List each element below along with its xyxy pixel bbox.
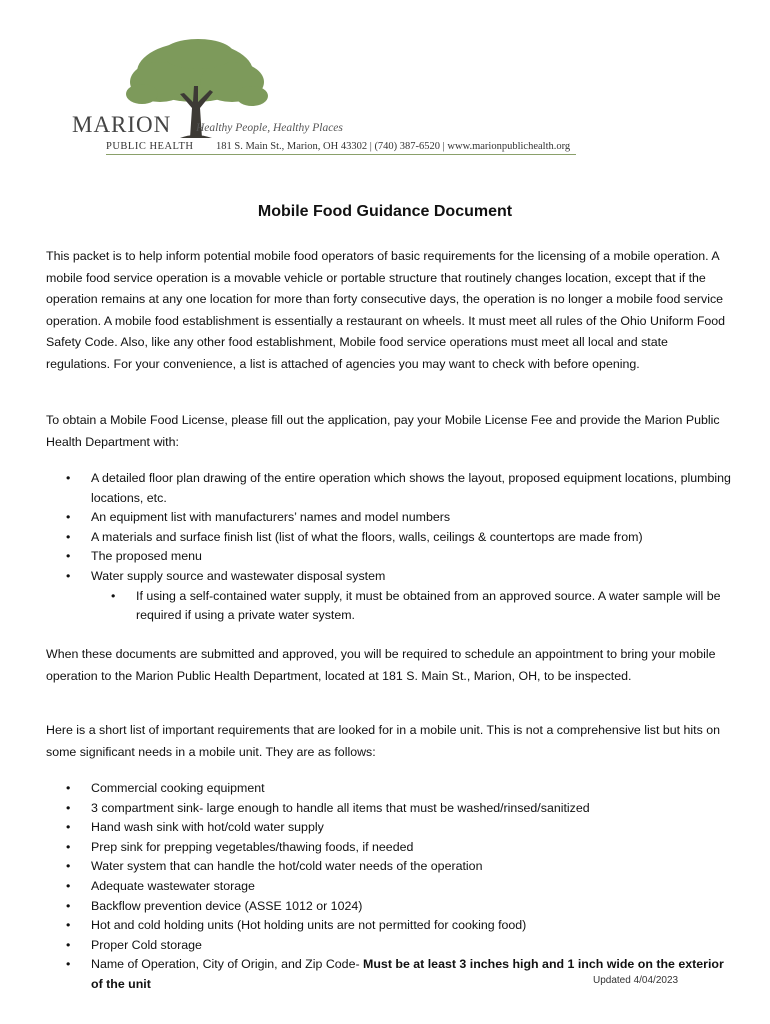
inspection-paragraph: When these documents are submitted and approved, you will be required to schedule an appointment to bring your mobile operation to the Marion Public Health Department, located at 181 S. Main St., Marion, OH, to be inspected. xyxy=(46,647,716,683)
bullet-icon: • xyxy=(66,549,71,564)
list-item-text: The proposed menu xyxy=(91,549,202,564)
bullet-icon: • xyxy=(66,878,71,893)
list-item xyxy=(46,857,736,877)
list-item-text: If using a self-contained water supply, it must be obtained from an approved source. A water sample will be required if using a private water system. xyxy=(136,588,721,623)
list-item-text: Commercial cooking equipment xyxy=(91,781,265,795)
intro-paragraph: This packet is to help inform potential mobile food operators of basic requirements for the licensing of a mobile operation. A mobile food service operation is a movable vehicle or portable structure that routinely changes location, except that if the operation remains at any one location for more than forty consecutive days, the operation is no longer a mobile food service operation. A mobile food establishment is essentially a restaurant on wheels. It must meet all rules of the Ohio Uniform Food Safety Code. Also, like any other food establishment, Mobile food service operations must meet all local and state regulations. For your convenience, a list is attached of agencies you may want to check with before opening. xyxy=(46,249,726,371)
list-item xyxy=(46,818,736,838)
list-item xyxy=(46,528,736,548)
list-item-text: A materials and surface finish list (list of what the floors, walls, ceilings & countertops are made from) xyxy=(91,529,643,544)
bullet-icon: • xyxy=(66,859,71,874)
list-item xyxy=(46,508,736,528)
list-item-text: 3 compartment sink- large enough to handle all items that must be washed/rinsed/sanitized xyxy=(91,800,590,815)
list-item-text: An equipment list with manufacturers’ names and model numbers xyxy=(91,510,451,525)
list-item xyxy=(46,799,736,819)
list-item-text: Name of Operation, City of Origin, and Zip Code- xyxy=(91,957,364,972)
list-item xyxy=(46,877,736,897)
list-item xyxy=(46,547,736,567)
updated-date: Updated 4/04/2023 xyxy=(593,975,679,986)
required-documents-list xyxy=(46,469,736,626)
list-item xyxy=(46,567,736,626)
list-item-text: A detailed floor plan drawing of the entire operation which shows the layout, proposed equipment locations, plumbing locations, etc. xyxy=(91,471,731,505)
bullet-icon: • xyxy=(66,471,71,485)
bullet-icon: • xyxy=(66,918,71,933)
bullet-icon: • xyxy=(111,588,116,603)
letterhead xyxy=(70,38,630,158)
list-item xyxy=(46,897,736,917)
list-item xyxy=(46,916,736,936)
list-item-text: Water supply source and wastewater disposal system xyxy=(91,568,386,583)
bullet-icon: • xyxy=(66,957,71,972)
list-item-text: Prep sink for prepping vegetables/thawing foods, if needed xyxy=(91,839,414,854)
list-item-text: Adequate wastewater storage xyxy=(91,878,255,893)
bullet-icon: • xyxy=(66,820,71,835)
requirements-intro-paragraph: Here is a short list of important requirements that are looked for in a mobile unit. This is not a comprehensive list but hits on some significant needs in a mobile unit. They are as follows: xyxy=(46,723,721,759)
contact-address: 181 S. Main St., Marion, OH 43302 | (740) 387-6520 | www.marionpublichealth.org xyxy=(216,141,571,152)
brand-name: MARION xyxy=(72,112,172,137)
requirements-list xyxy=(46,779,736,995)
list-item xyxy=(91,587,736,626)
bullet-icon: • xyxy=(66,510,71,525)
list-item xyxy=(46,469,736,508)
obtain-license-paragraph: To obtain a Mobile Food License, please fill out the application, pay your Mobile License Fee and provide the Marion Public Health Department with: xyxy=(46,413,720,449)
list-item xyxy=(46,838,736,858)
list-item xyxy=(46,936,736,956)
bullet-icon: • xyxy=(66,839,71,854)
letterhead-divider xyxy=(106,154,576,155)
list-item-text: Hot and cold holding units (Hot holding units are not permitted for cooking food) xyxy=(91,918,527,933)
list-item xyxy=(46,779,736,799)
signage-requirement: Must be at least 3 inches high and 1 inch wide on the exterior of the unit xyxy=(91,957,724,991)
bullet-icon: • xyxy=(66,781,71,795)
brand-subtitle: PUBLIC HEALTH xyxy=(106,141,194,152)
bullet-icon: • xyxy=(66,568,71,583)
bullet-icon: • xyxy=(66,529,71,544)
list-item-text: Proper Cold storage xyxy=(91,937,202,952)
document-title: Mobile Food Guidance Document xyxy=(257,203,513,220)
bullet-icon: • xyxy=(66,800,71,815)
bullet-icon: • xyxy=(66,937,71,952)
tagline: Healthy People, Healthy Places xyxy=(196,122,343,134)
bullet-icon: • xyxy=(66,898,71,913)
list-item-text: Water system that can handle the hot/cold water needs of the operation xyxy=(91,859,483,874)
water-supply-sublist xyxy=(91,587,736,626)
list-item-text: Backflow prevention device (ASSE 1012 or 1024) xyxy=(91,898,363,913)
list-item-text: Hand wash sink with hot/cold water supply xyxy=(91,820,324,835)
